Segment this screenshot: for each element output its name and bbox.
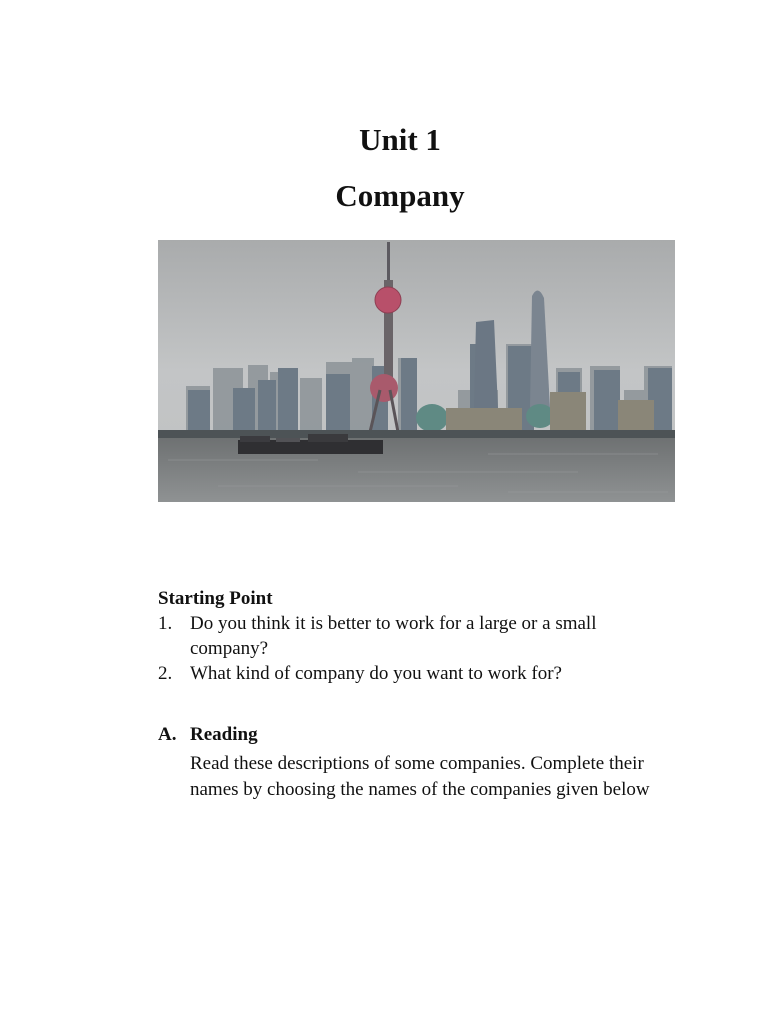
starting-point-section [158, 586, 678, 686]
question-item [158, 611, 678, 661]
unit-number: Unit 1 [359, 122, 441, 157]
question-text: Do you think it is better to work for a large or a small company? [190, 613, 597, 659]
question-list [158, 611, 678, 686]
question-number: 1. [158, 613, 173, 634]
starting-point-heading: Starting Point [158, 588, 273, 609]
city-skyline-photo [158, 240, 675, 502]
reading-section [158, 722, 678, 803]
section-letter: A. [158, 724, 177, 745]
reading-instructions: Read these descriptions of some companies. Complete their names by choosing the names of the companies given below [190, 753, 650, 800]
question-text: What kind of company do you want to work for? [190, 663, 562, 684]
question-item [158, 661, 678, 686]
question-number: 2. [158, 663, 173, 684]
reading-heading [158, 722, 678, 747]
unit-topic: Company [335, 178, 465, 213]
reading-title: Reading [190, 724, 258, 745]
unit-title [0, 112, 768, 224]
